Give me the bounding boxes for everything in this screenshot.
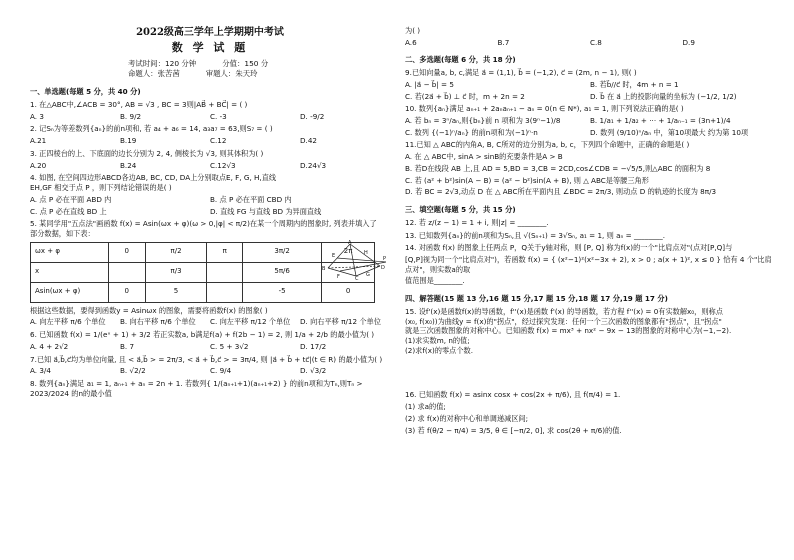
table-cell: 0	[109, 242, 146, 262]
option-d: D. 直线 FG 与直线 BD 为异面直线	[210, 206, 322, 216]
question-stem: 15. 设f'(x)是函数f(x)的导函数，f''(x)是函数 f'(x) 的导函数，若方程 f''(x) = 0有实数解x₀，则称点	[405, 306, 723, 316]
option-b: B. 1/a₁ + 1/a₂ + ··· + 1/aₙ₋₁ = (3n+1)/4	[590, 116, 731, 126]
option-a: A.6	[405, 37, 417, 47]
question-15	[405, 307, 775, 356]
option-c: C. 向左平移 π/12 个单位	[210, 317, 291, 327]
option-c: C. 数列 {(−1)ⁿ/aₙ} 的前n项和为(−1)ⁿ·n	[405, 127, 538, 137]
question-12: 12. 若 z/(z − 1) = 1 + i, 则|z| = ________.	[405, 217, 549, 227]
exam-score: 分值：150 分	[222, 59, 269, 69]
options-row	[405, 38, 775, 48]
options-row	[30, 195, 390, 205]
option-b: B.24	[120, 160, 137, 170]
options-row	[30, 136, 390, 146]
answer-space	[405, 355, 775, 387]
table-row	[31, 282, 375, 302]
option-b: B. 7	[120, 341, 135, 351]
option-d: D. 若 BC = 2√3,动点 D 在 △ ABC所在平面内且 ∠BDC = 2π/3, 则动点 D 的轨迹的长度为 8π/3	[405, 187, 717, 197]
option-d: D. -9/2	[300, 111, 325, 121]
question-stem: 4. 如图, 在空间四边形ABCD各边AB, BC, CD, DA上分别取点E, F, G, H,直线	[30, 173, 277, 183]
section-heading: 一、单选题(每题 5 分，共 40 分)	[30, 87, 141, 97]
option-a: A. 3	[30, 111, 44, 121]
question-16	[405, 390, 775, 435]
option-c: C. 9/4	[210, 366, 232, 376]
figure-label-h: H	[364, 250, 368, 256]
question-part: (1) 求a的值;	[405, 402, 446, 412]
table-cell: 0	[109, 282, 146, 302]
option-b: B.7	[497, 37, 510, 47]
table-cell: ωx + φ	[31, 242, 109, 262]
figure-label-c: C	[355, 276, 359, 280]
question-stem: 8. 数列{aₙ}满足 a₁ = 1, aₙ₊₁ + aₙ = 2n + 1. 若数列{ 1/(aₙ₊₁+1)(aₙ₊₁+2) } 的前n项和为Tₙ,则Tₙ > 2023/2024 的n的最小值	[30, 378, 363, 398]
option-c: C. -3	[210, 111, 227, 121]
option-c: C.8	[590, 37, 602, 47]
question-stem: 11.已知 △ ABC的内角A, B, C所对的边分别为a, b, c，下列四个命题中，正确的命题是( )	[405, 140, 690, 150]
option-a: A. 3/4	[30, 366, 51, 376]
table-cell: -5	[243, 282, 322, 302]
table-cell: 0	[322, 282, 375, 302]
table-cell	[207, 262, 243, 282]
question-stem: 9.已知向量a, b, c,满足 a⃗ = (1,1), b⃗ = (−1,2), c⃗ = (2m, n − 1), 则( )	[405, 68, 637, 78]
question-stem: 2. 记Sₙ为等差数列{aₙ}的前n项和, 若 a₄ + a₆ = 14, a₃a₇ = 63,则S₇ = ( )	[30, 124, 273, 134]
question-stem: 16. 已知函数 f(x) = asinx cosx + cos(2x + π/6), 且 f(π/4) = 1.	[405, 390, 621, 400]
question-stem: 为( )	[405, 26, 421, 35]
options-row	[405, 116, 775, 126]
question-11	[405, 140, 775, 197]
question-4	[30, 173, 390, 216]
option-b: B. 若D在线段 AB 上,且 AD = 5,BD = 3,CB = 2CD,cos∠CDB = −√5/5,则△ABC 的面积为 8	[405, 163, 711, 173]
table-cell: Asin(ωx + φ)	[31, 282, 109, 302]
table-cell: 3π/2	[243, 242, 322, 262]
exam-title: 2022级高三学年上学期期中考试	[136, 27, 284, 38]
question-7	[30, 355, 390, 376]
question-stem: 14. 对函数 f(x) 的图象上任两点 P，Q关于y轴对称，则 [P, Q] 称为f(x)的一个"比肩点对"(点对[P,Q]与	[405, 243, 733, 253]
options-row	[30, 112, 390, 122]
options-row	[30, 207, 390, 217]
option-b: B. √2/2	[120, 366, 146, 376]
question-8	[30, 379, 390, 398]
table-cell: 5	[145, 282, 207, 302]
options-row	[30, 366, 390, 376]
table-cell: x	[31, 262, 109, 282]
option-b: B. 若b⃗//c⃗ 时，4m + n = 1	[590, 79, 679, 89]
table-cell: π/2	[145, 242, 207, 262]
question-stem: 值范围是________.	[405, 276, 465, 286]
table-cell	[109, 262, 146, 282]
table-cell: π/3	[145, 262, 207, 282]
figure-label-e: E	[332, 253, 336, 259]
options-row	[405, 128, 775, 138]
option-b: B. 9/2	[120, 111, 142, 121]
question-stem: (x₀, f(x₀))为曲线y = f(x)的"拐点"，经过探究发现：任何一个三次函数的图象都有"拐点"，且"拐点"	[405, 316, 722, 326]
figure-label-a: A	[348, 240, 352, 246]
question-stem: 6. 已知函数 f(x) = 1/(eˣ + 1) + 3/2 若正实数a, b满足f(a) + f(2b − 1) = 2, 则 1/a + 2/b 的最小值为( )	[30, 330, 375, 340]
question-14	[405, 243, 775, 286]
option-d: D. √3/2	[300, 366, 327, 376]
question-2	[30, 124, 390, 145]
question-10	[405, 104, 775, 137]
question-stem: 1. 在△ABC中,∠ACB = 30°, AB = √3 , BC = 3则|AB⃗ + BC⃗| = ( )	[30, 100, 248, 110]
table-cell	[207, 282, 243, 302]
exam-reviewer: 审题人：朱天玲	[205, 69, 258, 79]
section-heading: 三、填空题(每题 5 分，共 15 分)	[405, 205, 516, 215]
question-3	[30, 149, 390, 170]
exam-author: 命题人：张苦茜	[128, 69, 180, 79]
option-b: B. 向右平移 π/6 个单位	[120, 317, 196, 327]
table-cell: 5π/6	[243, 262, 322, 282]
tetrahedron-figure	[320, 240, 388, 280]
question-part: (1)求实数m, n的值;	[405, 335, 470, 345]
question-stem: EH,GF 相交于点 P ，则下列结论错误的是( )	[30, 183, 172, 193]
options-row	[30, 317, 390, 327]
option-d: D. b⃗ 在 a⃗ 上的投影向量的坐标为 (−1/2, 1/2)	[590, 91, 737, 101]
option-a: A. 向左平移 π/6 个单位	[30, 317, 106, 327]
section-heading: 二、多选题(每题 6 分，共 18 分)	[405, 55, 516, 65]
options-row	[405, 80, 775, 90]
question-stem: 就是三次函数图象的对称中心。已知函数 f(x) = mx³ + nx² − 9x − 13的图象的对称中心为(−1,−2).	[405, 326, 732, 336]
option-b: B. 点 P 必在平面 CBD 内	[210, 194, 292, 204]
option-a: A. 若 bₙ = 3ⁿ/aₙ,则{bₙ}前 n 项和为 3(9ⁿ−1)/8	[405, 116, 561, 126]
left-column	[30, 18, 390, 398]
options-row	[30, 161, 390, 171]
section-heading: 四、解答题(15 题 13 分,16 题 15 分,17 题 15 分,18 题 17 分,19 题 17 分)	[405, 294, 668, 304]
figure-label-d: D	[381, 265, 385, 271]
option-d: D.24√3	[300, 160, 327, 170]
exam-meta	[128, 59, 390, 79]
option-d: D. 向右平移 π/12 个单位	[300, 317, 381, 327]
question-1	[30, 100, 390, 121]
exam-subject: 数 学 试 题	[171, 40, 249, 54]
question-stem: [Q,P]视为同一个"比肩点对")，若函数 f(x) = { (x²−1)²(x²−3x + 2), x > 0 ; a(x + 1)², x ≤ 0 } 恰有 4 个"比肩点对"，则实数a的取	[405, 254, 772, 274]
table-cell: 2π	[322, 242, 375, 262]
question-part: (2)求f(x)的零点个数.	[405, 345, 473, 355]
option-c: C.12√3	[210, 160, 236, 170]
option-c: C. 若 (a² + b²)sin(A − B) = (a² − b²)sin(A + B), 则 △ ABC是等腰三角形	[405, 175, 649, 185]
question-stem: 10. 数列{aₙ}满足 aₙ₊₁ + 2aₙaₙ₊₁ − aₙ = 0(n ∈ N*), a₁ = 1, 则下列说法正确的是( )	[405, 104, 684, 114]
figure-label-f: F	[337, 274, 340, 280]
option-d: D. 数列 (9/10)ⁿ/aₙ 中，第10项最大 约为第 10项	[590, 127, 749, 137]
option-a: A.20	[30, 160, 47, 170]
question-stem: 5. 某同学用"五点法"画函数 f(x) = Asin(ωx + φ)(ω > 0,|φ| < π/2)在某一个周期内的图象时, 列表并填入了	[30, 219, 377, 229]
table-cell: π	[207, 242, 243, 262]
option-a: A. 点 P 必在平面 ABD 内	[30, 194, 112, 204]
option-d: D.9	[682, 37, 695, 47]
option-c: C. 点 P 必在直线 BD 上	[30, 206, 107, 216]
question-stem: 根据这些数据，要得到函数y = Asinωx 的图象，需要将函数f(x) 的图象( )	[30, 305, 268, 315]
question-9	[405, 68, 775, 101]
question-6	[30, 330, 390, 351]
option-a: A. 4 + 2√2	[30, 341, 69, 351]
option-b: B.19	[120, 136, 137, 146]
option-c: C. 5 + 3√2	[210, 341, 249, 351]
figure-label-g: G	[366, 272, 370, 278]
question-8-continued	[405, 26, 775, 47]
figure-label-p: P	[383, 256, 387, 262]
options-row	[405, 92, 775, 102]
question-part: (3) 若 f(θ/2 − π/4) = 3/5, θ ∈ [−π/2, 0], 求 cos(2θ + π/6)的值.	[405, 425, 622, 435]
option-d: D.42	[300, 136, 317, 146]
option-a: A. 在 △ ABC中, sinA > sinB的充要条件是A > B	[405, 152, 563, 162]
option-a: A. |a⃗ − b⃗| = 5	[405, 79, 454, 89]
exam-time: 考试时间：120 分钟	[128, 59, 197, 69]
option-a: A.21	[30, 136, 47, 146]
question-stem: 7.已知 a⃗,b⃗,c⃗均为单位向量, 且 < a⃗,b⃗ > = 2π/3, < a⃗ + b⃗,c⃗ > = 3π/4, 则 |a⃗ + b⃗ + tc⃗|(t ∈ R) 的最小值为( )	[30, 354, 383, 364]
option-c: C. 若(2a⃗ + b⃗) ⊥ c⃗ 时，m + 2n = 2	[405, 91, 525, 101]
question-13: 13. 已知数列{aₙ}的前n项和为Sₙ,且 √(Sₙ₊₁) = 3√Sₙ, a₁ = 1, 则 aₙ = ________.	[405, 230, 665, 240]
question-stem: 3. 正四棱台的上、下底面的边长分别为 2, 4, 侧棱长为 √3, 则其体积为( )	[30, 148, 264, 158]
question-part: (2) 求 f(x)的对称中心和单调递减区间;	[405, 413, 529, 423]
figure-label-b: B	[322, 266, 326, 272]
right-column	[405, 26, 775, 435]
question-stem: 部分数据，如下表：	[30, 228, 95, 238]
option-d: D. 17/2	[300, 341, 327, 351]
option-c: C.12	[210, 136, 227, 146]
options-row	[30, 342, 390, 352]
